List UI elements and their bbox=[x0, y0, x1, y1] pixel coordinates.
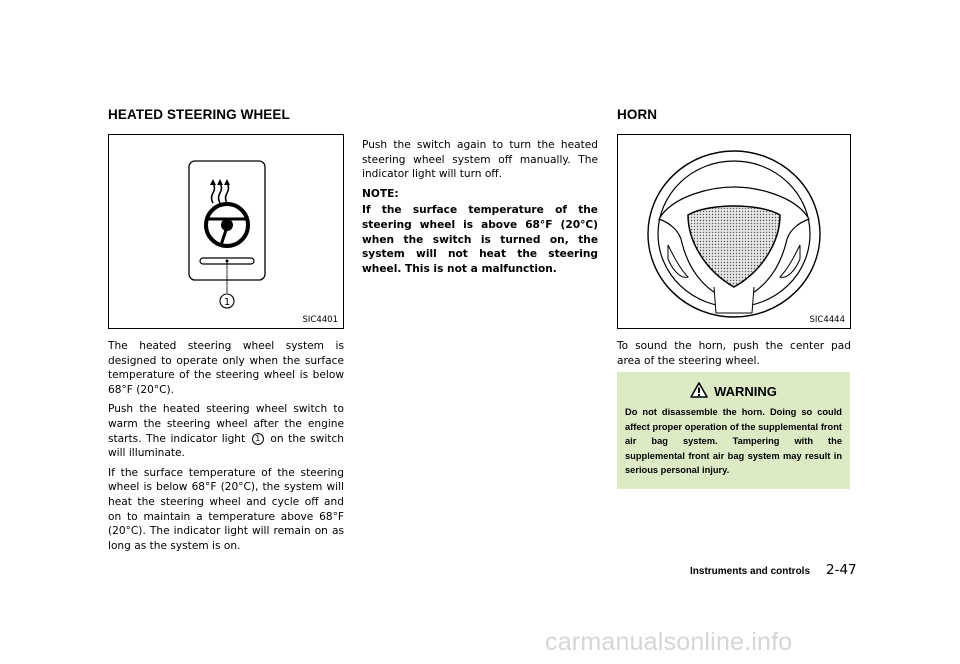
warning-title: WARNING bbox=[617, 382, 850, 399]
watermark-text: carmanualsonline.info bbox=[545, 628, 793, 656]
figure-callout-number: 1 bbox=[223, 297, 231, 308]
page-number: 2-47 bbox=[826, 562, 857, 578]
indicator-callout-icon: 1 bbox=[252, 433, 264, 445]
figure-code-label: SIC4401 bbox=[302, 315, 338, 325]
paragraph: Push the switch again to turn the heated steering wheel system off manually. The indicator light will turn off. bbox=[362, 139, 598, 181]
figure-code-label: SIC4444 bbox=[809, 315, 845, 325]
horn-figure bbox=[617, 134, 851, 329]
note-label: NOTE: bbox=[362, 187, 399, 200]
middle-body-text bbox=[362, 138, 598, 281]
heated-switch-illustration bbox=[109, 135, 343, 328]
note-text: If the surface temperature of the steering wheel is above 68°F (20°C) when the switch is turned on, the system will not heat the steering wheel. This is not a malfunction. bbox=[362, 204, 598, 275]
horn-heading: HORN bbox=[617, 107, 658, 122]
heated-switch-figure bbox=[108, 134, 344, 329]
horn-body-text: To sound the horn, push the center pad area of the steering wheel. bbox=[617, 340, 851, 367]
paragraph: If the surface temperature of the steering wheel is below 68°F (20°C), the system will heat the steering wheel and cycle off and on to maintain a temperature above 68°F (20°C). The indicator light will remain on as long as the system is on. bbox=[108, 466, 344, 552]
warning-triangle-icon bbox=[690, 382, 708, 398]
warning-text: Do not disassemble the horn. Doing so could affect proper operation of the supplemental front air bag system. Tampering with the supplemental front air bag system may result in serious personal injury. bbox=[625, 407, 842, 476]
warning-box bbox=[617, 372, 850, 489]
footer-section-title: Instruments and controls bbox=[690, 566, 811, 577]
paragraph: The heated steering wheel system is designed to operate only when the surface temperature of the steering wheel is below 68°F (20°C). bbox=[108, 340, 344, 396]
left-body-text bbox=[108, 339, 344, 558]
steering-wheel-illustration bbox=[618, 135, 850, 328]
heated-steering-wheel-heading: HEATED STEERING WHEEL bbox=[108, 107, 290, 122]
paragraph: Push the heated steering wheel switch to warm the steering wheel after the engine starts. The indicator light 1 on the switch will illuminate. bbox=[108, 403, 344, 460]
